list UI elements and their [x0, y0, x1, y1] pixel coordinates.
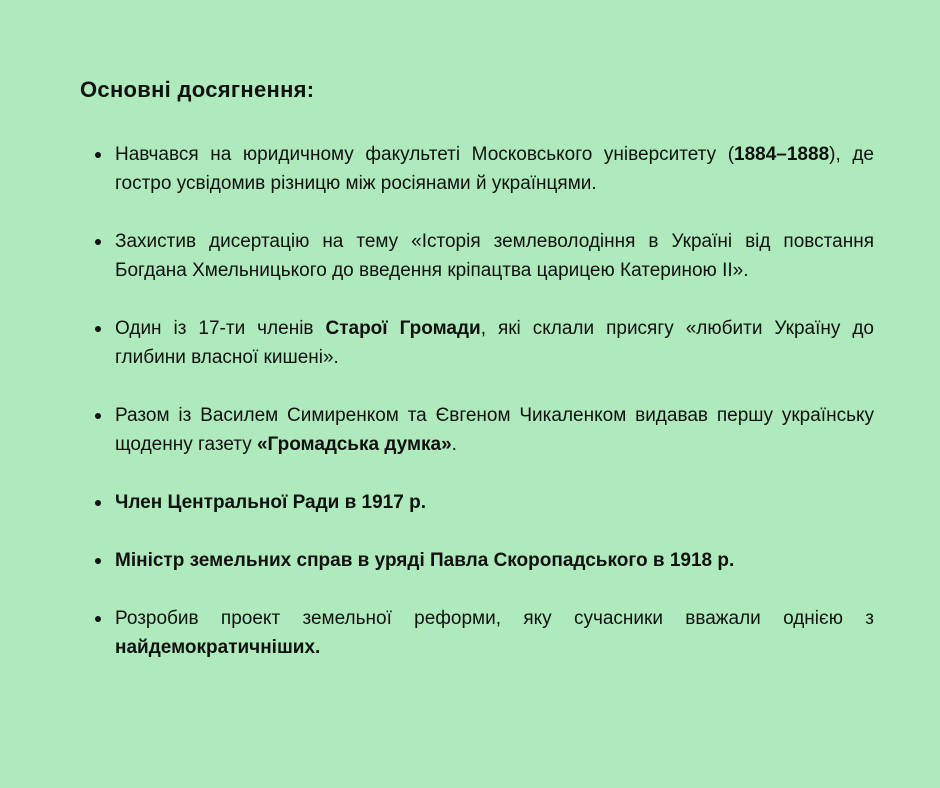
list-item: Захистив дисертацію на тему «Історія землеволодіння в Україні від повстання Богдана Хмельницького до введення кріпацтва царицею Катериною ІІ».	[115, 227, 874, 285]
list-item: Міністр земельних справ в уряді Павла Скоропадського в 1918 р.	[115, 546, 874, 575]
list-item: Разом із Василем Симиренком та Євгеном Чикаленком видавав першу українську щоденну газету «Громадська думка».	[115, 401, 874, 459]
list-item: Навчався на юридичному факультеті Московського університету (1884–1888), де гостро усвідомив різницю між росіянами й українцями.	[115, 140, 874, 198]
list-item: Один із 17-ти членів Старої Громади, які склали присягу «любити Україну до глибини власної кишені».	[115, 314, 874, 372]
list-item: Розробив проект земельної реформи, яку сучасники вважали однією з найдемократичніших.	[115, 604, 874, 662]
list-item: Член Центральної Ради в 1917 р.	[115, 488, 874, 517]
section-title: Основні досягнення:	[80, 77, 315, 102]
achievements-list	[115, 140, 874, 691]
